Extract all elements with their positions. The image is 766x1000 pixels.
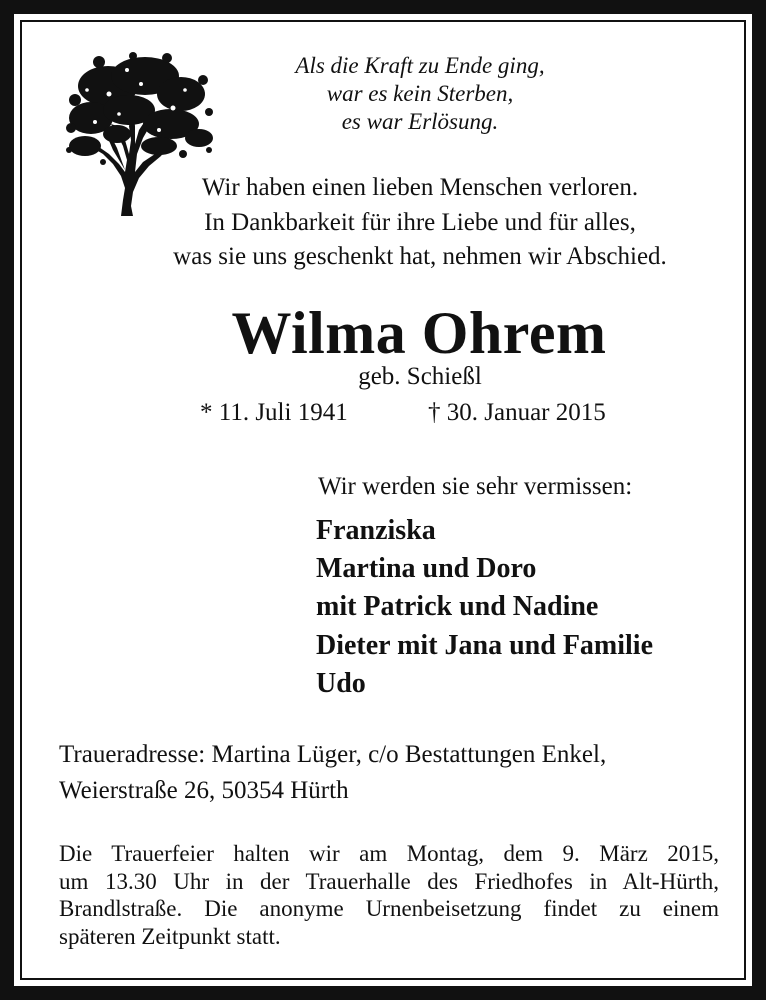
birth-date: * 11. Juli 1941 (200, 399, 348, 426)
motto-line: war es kein Sterben, (326, 81, 514, 106)
mourners-list (316, 512, 653, 703)
mourning-address (59, 737, 719, 809)
mourner-name: Udo (316, 667, 366, 699)
address-line: Traueradresse: Martina Lüger, c/o Bestattungen Enkel, (59, 741, 607, 768)
intro-text (110, 171, 730, 275)
mourner-name: Martina und Doro (316, 553, 537, 585)
deceased-name: Wilma Ohrem (231, 300, 607, 366)
funeral-service-info (59, 840, 719, 950)
motto-line: Als die Kraft zu Ende ging, (295, 53, 545, 78)
service-line: späteren Zeitpunkt statt. (59, 923, 281, 949)
service-line: Die Trauerfeier halten wir am Montag, dem 9. März 2015, (59, 841, 719, 866)
intro-line: was sie uns geschenkt hat, nehmen wir Abschied. (173, 243, 667, 270)
motto-verse (240, 52, 600, 136)
motto-line: es war Erlösung. (341, 109, 499, 134)
intro-line: Wir haben einen lieben Menschen verloren. (201, 174, 639, 201)
mourner-name: Dieter mit Jana und Familie (316, 629, 654, 661)
mourner-name: Franziska (316, 515, 436, 546)
service-line: Brandlstraße. Die anonyme Urnenbeisetzung findet zu einem (59, 896, 719, 921)
mourner-name: mit Patrick und Nadine (316, 591, 599, 623)
maiden-name: geb. Schießl (358, 363, 482, 390)
address-line: Weierstraße 26, 50354 Hürth (59, 777, 349, 804)
mourners-heading: Wir werden sie sehr vermissen: (318, 473, 633, 500)
service-line: um 13.30 Uhr in der Trauerhalle des Friedhofes in Alt-Hürth, (59, 868, 719, 894)
intro-line: In Dankbarkeit für ihre Liebe und für alles, (204, 208, 636, 236)
death-date: † 30. Januar 2015 (428, 399, 606, 426)
